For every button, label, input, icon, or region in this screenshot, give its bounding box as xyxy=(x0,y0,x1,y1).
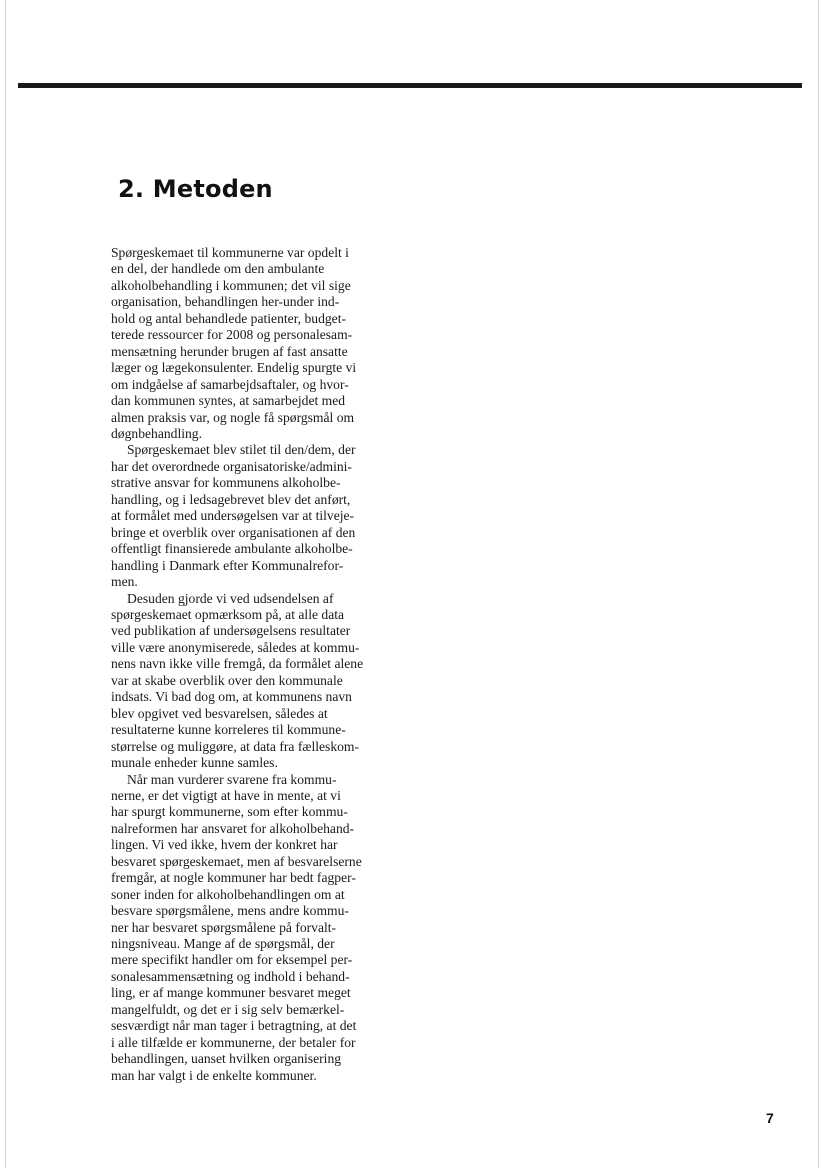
text-line: nerne, er det vigtigt at have in mente, at vi xyxy=(111,787,341,803)
text-line: ner har besvaret spørgsmålene på forvalt- xyxy=(111,919,337,935)
text-line: ling, er af mange kommuner besvaret meget xyxy=(111,985,351,1001)
text-line: behandlingen, uanset hvilken organisering xyxy=(111,1051,342,1067)
text-line: bringe et overblik over organisationen af den xyxy=(111,524,356,540)
text-line: indsats. Vi bad dog om, at kommunens navn xyxy=(111,689,352,705)
body-paragraph xyxy=(111,772,401,1085)
text-line: soner inden for alkoholbehandlingen om at xyxy=(111,886,345,902)
text-line: døgnbehandling. xyxy=(111,425,202,441)
body-paragraph xyxy=(111,591,401,772)
page-edge-left xyxy=(5,0,6,1168)
text-line: handling, og i ledsagebrevet blev det anført, xyxy=(111,491,351,507)
body-text xyxy=(111,245,401,1084)
text-line: besvare spørgsmålene, mens andre kommu- xyxy=(111,903,349,919)
text-line: munale enheder kunne samles. xyxy=(111,755,278,771)
text-line: dan kommunen syntes, at samarbejdet med xyxy=(111,393,346,409)
text-line: nens navn ikke ville fremgå, da formålet alene xyxy=(111,656,364,672)
text-line: Desuden gjorde vi ved udsendelsen af xyxy=(127,590,334,606)
text-line: om indgåelse af samarbejdsaftaler, og hvor- xyxy=(111,376,349,392)
text-line: Når man vurderer svarene fra kommu- xyxy=(127,771,337,787)
text-line: Spørgeskemaet blev stilet til den/dem, der xyxy=(127,442,356,458)
text-line: handling i Danmark efter Kommunalrefor- xyxy=(111,557,344,573)
text-line: terede ressourcer for 2008 og personalesam- xyxy=(111,327,353,343)
text-line: spørgeskemaet opmærksom på, at alle data xyxy=(111,606,345,622)
text-line: var at skabe overblik over den kommunale xyxy=(111,672,343,688)
page-number: 7 xyxy=(766,1110,774,1126)
text-line: men. xyxy=(111,574,138,590)
text-line: ningsniveau. Mange af de spørgsmål, der xyxy=(111,936,335,952)
text-line: hold og antal behandlede patienter, budget- xyxy=(111,310,346,326)
body-paragraph xyxy=(111,442,401,590)
text-line: at formålet med undersøgelsen var at tilveje- xyxy=(111,508,355,524)
text-line: offentligt finansierede ambulante alkoholbe- xyxy=(111,541,353,557)
text-line: almen praksis var, og nogle få spørgsmål om xyxy=(111,409,355,425)
body-paragraph xyxy=(111,245,401,442)
text-line: ved publikation af undersøgelsens resultater xyxy=(111,623,351,639)
page-edge-right xyxy=(818,0,819,1168)
text-line: sesværdigt når man tager i betragtning, at det xyxy=(111,1018,357,1034)
text-line: mensætning herunder brugen af fast ansatte xyxy=(111,343,348,359)
text-line: blev opgivet ved besvarelsen, således at xyxy=(111,705,328,721)
page-title: 2. Metoden xyxy=(118,175,273,203)
header-rule xyxy=(18,83,802,88)
text-line: i alle tilfælde er kommunerne, der betaler for xyxy=(111,1034,356,1050)
text-line: lingen. Vi ved ikke, hvem der konkret har xyxy=(111,837,338,853)
text-line: mangelfuldt, og det er i sig selv bemærkel- xyxy=(111,1001,345,1017)
text-line: har det overordnede organisatoriske/admini- xyxy=(111,458,352,474)
text-line: Spørgeskemaet til kommunerne var opdelt i xyxy=(111,245,349,260)
text-line: organisation, behandlingen her-under ind- xyxy=(111,294,340,310)
text-line: strative ansvar for kommunens alkoholbe- xyxy=(111,475,341,491)
text-line: alkoholbehandling i kommunen; det vil sige xyxy=(111,277,351,293)
text-line: resultaterne kunne korreleres til kommune- xyxy=(111,722,346,738)
text-line: størrelse og muliggøre, at data fra fælleskom- xyxy=(111,738,360,754)
text-line: nalreformen har ansvaret for alkoholbehand- xyxy=(111,820,355,836)
text-line: besvaret spørgeskemaet, men af besvarelserne xyxy=(111,853,362,869)
text-line: mere specifikt handler om for eksempel per- xyxy=(111,952,353,968)
text-line: fremgår, at nogle kommuner har bedt fagper- xyxy=(111,870,356,886)
text-line: en del, der handlede om den ambulante xyxy=(111,261,325,277)
text-line: har spurgt kommunerne, som efter kommu- xyxy=(111,804,348,820)
text-line: læger og lægekonsulenter. Endelig spurgte vi xyxy=(111,360,357,376)
text-line: sonalesammensætning og indhold i behand- xyxy=(111,968,350,984)
text-line: man har valgt i de enkelte kommuner. xyxy=(111,1067,317,1083)
text-line: ville være anonymiserede, således at kommu- xyxy=(111,639,360,655)
